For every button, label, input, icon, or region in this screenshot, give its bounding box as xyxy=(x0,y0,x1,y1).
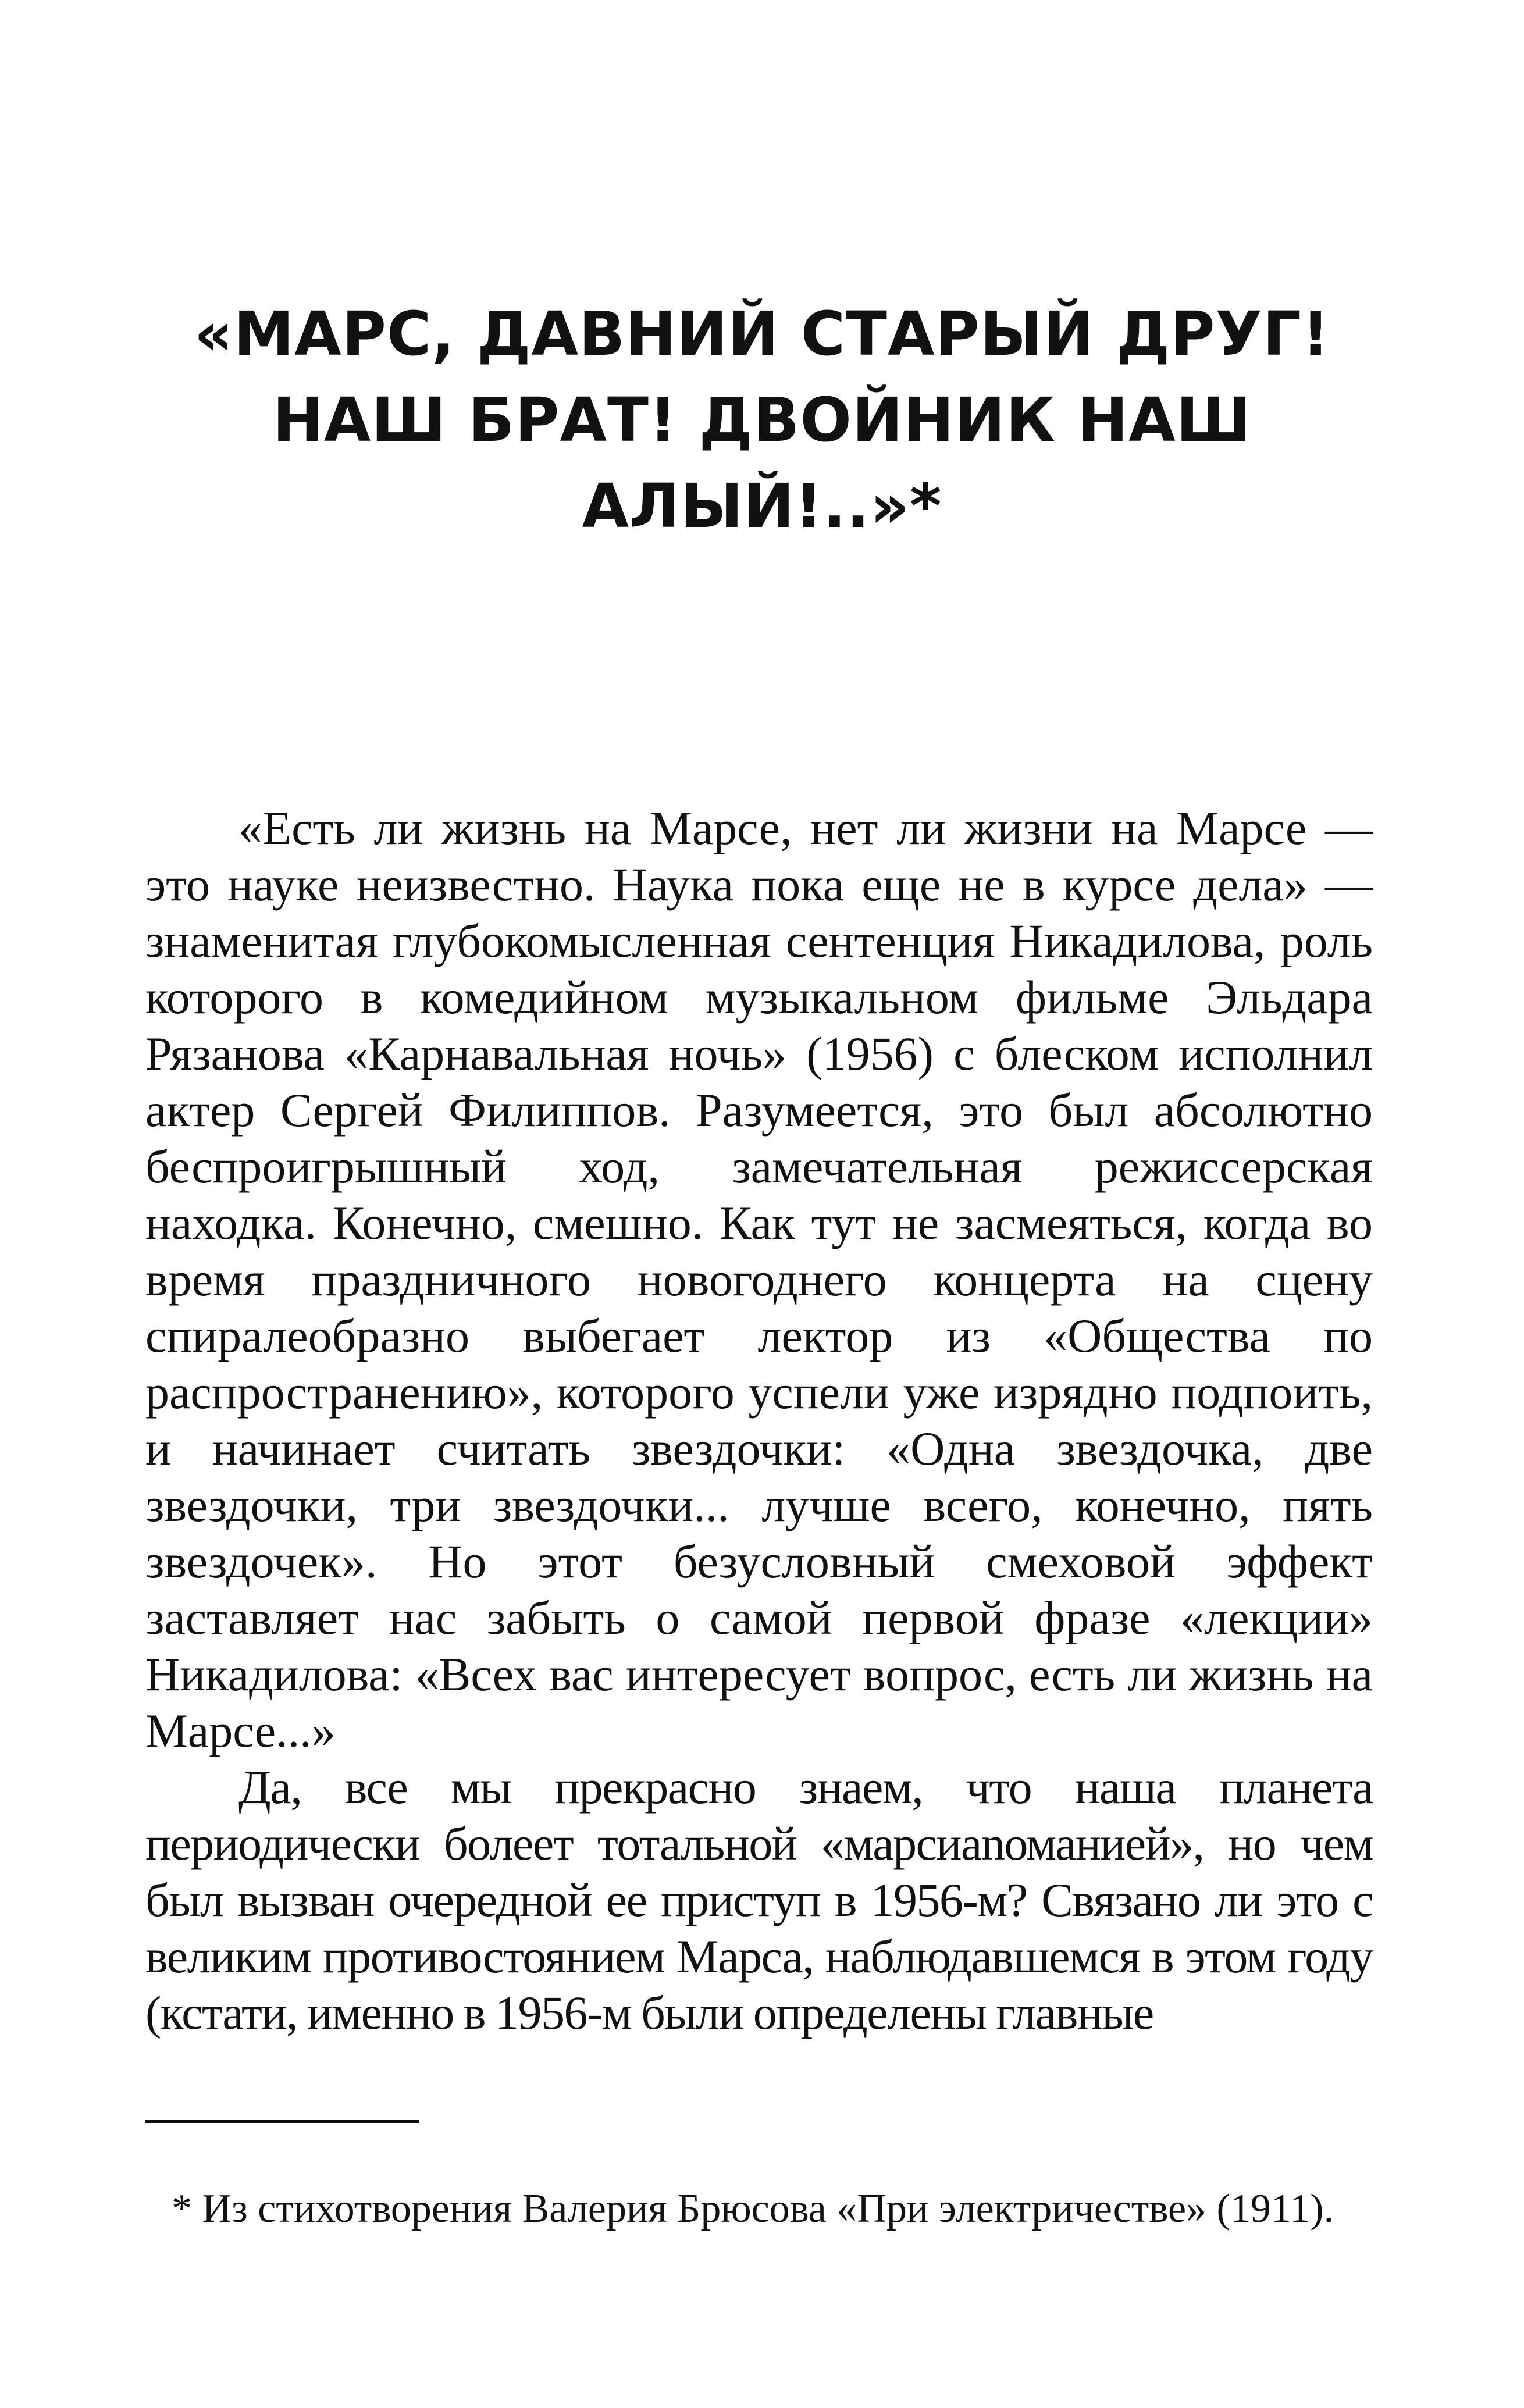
chapter-title-line-1: «МАРС, ДАВНИЙ СТАРЫЙ ДРУГ! xyxy=(194,298,1330,369)
chapter-title-line-2: НАШ БРАТ! ДВОЙНИК НАШ АЛЫЙ!..»* xyxy=(272,384,1252,542)
chapter-title xyxy=(145,291,1379,549)
paragraph-2: Да, все мы прекрасно знаем, что наша планета периодически болеет тотальной «марсиаnоманией», но чем был вызван очередной ее приступ в 1956-м? Связано ли это с великим противостоянием Марса, наблюдавшемся в этом году (кстати, именно в 1956-м были определены главные xyxy=(145,1761,1373,2039)
footnote-divider xyxy=(145,2120,419,2123)
footnote: * Из стихотворения Валерия Брюсова «При электричестве» (1911). xyxy=(172,2186,1334,2231)
body-text xyxy=(145,800,1373,2041)
paragraph-1: «Есть ли жизнь на Марсе, нет ли жизни на Марсе — это науке неизвестно. Наука пока еще не в курсе дела» — знаменитая глубокомысленная сентенция Никадилова, роль которого в комедийном музыкальном фильме Эльдара Рязанова «Карнавальная ночь» (1956) с блеском исполнил актер Сергей Филиппов. Разумеется, это был абсолютно беспроигрышный ход, замечательная режиссерская находка. Конечно, смешно. Как тут не засмеяться, когда во время праздничного новогоднего концерта на сцену спиралеобразно выбегает лектор из «Общества по распространению», которого успели уже изрядно подпоить, и начинает считать звездочки: «Одна звездочка, две звездочки, три звездочки... лучше всего, конечно, пять звездочек». Но этот безусловный смеховой эффект заставляет нас забыть о самой первой фразе «лекции» Никадилова: «Всех вас интересует вопрос, есть ли жизнь на Марсе...» xyxy=(145,802,1373,1757)
